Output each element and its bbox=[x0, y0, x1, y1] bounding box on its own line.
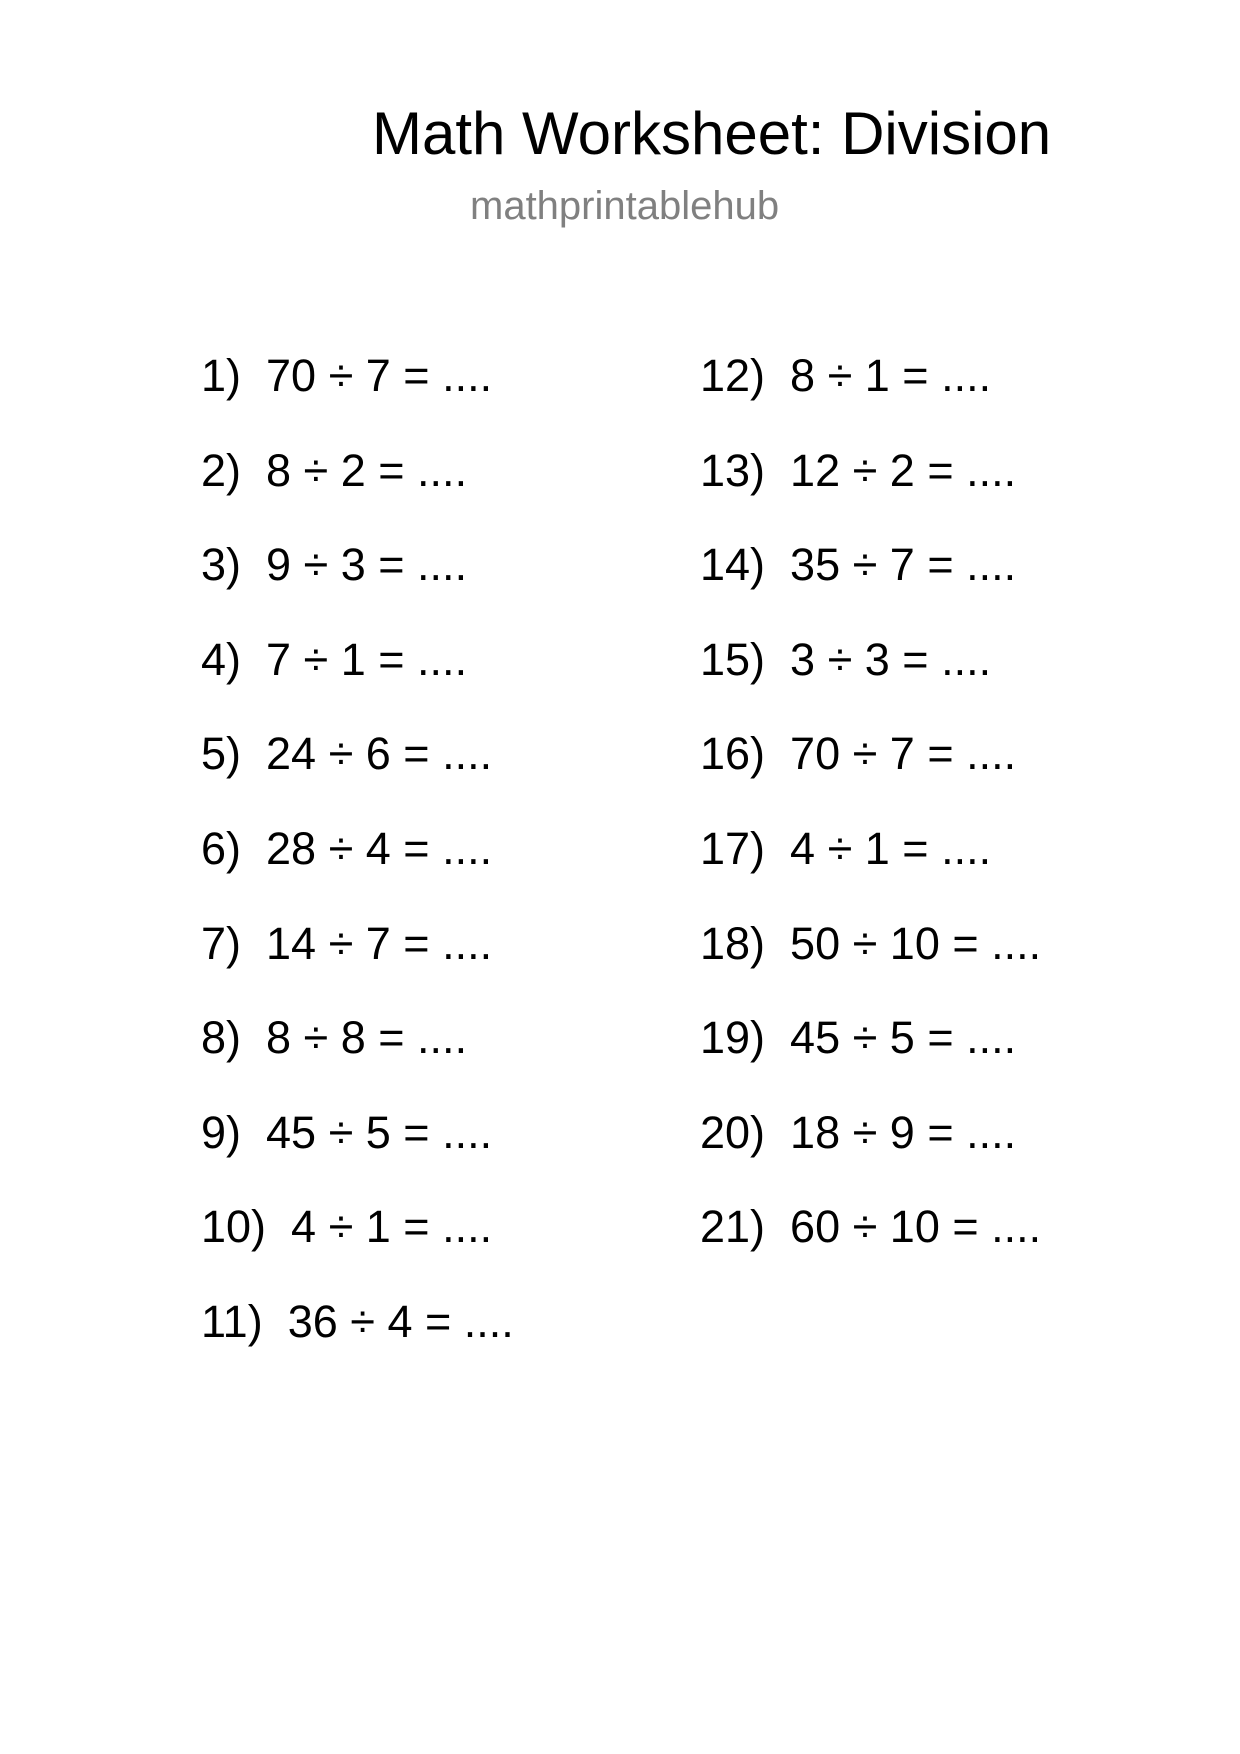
problem-item: 6) 28 ÷ 4 = .... bbox=[201, 823, 493, 874]
problem-item: 18) 50 ÷ 10 = .... bbox=[700, 917, 1042, 969]
problem-item: 17) 4 ÷ 1 = .... bbox=[700, 823, 992, 874]
problem-item: 4) 7 ÷ 1 = .... bbox=[201, 633, 468, 685]
problem-item: 20) 18 ÷ 9 = .... bbox=[700, 1106, 1017, 1158]
problem-item: 13) 12 ÷ 2 = .... bbox=[700, 444, 1017, 496]
problem-item: 8) 8 ÷ 8 = .... bbox=[201, 1012, 468, 1064]
problem-item: 19) 45 ÷ 5 = .... bbox=[700, 1012, 1017, 1064]
problem-item: 11) 36 ÷ 4 = .... bbox=[201, 1296, 514, 1347]
problem-item: 9) 45 ÷ 5 = .... bbox=[201, 1106, 493, 1158]
problem-item: 10) 4 ÷ 1 = .... bbox=[201, 1201, 493, 1253]
problem-item: 14) 35 ÷ 7 = .... bbox=[700, 539, 1017, 591]
problem-item: 3) 9 ÷ 3 = .... bbox=[201, 539, 468, 591]
problem-item: 7) 14 ÷ 7 = .... bbox=[201, 917, 493, 969]
page-title: Math Worksheet: Division bbox=[372, 100, 1052, 167]
problem-item: 21) 60 ÷ 10 = .... bbox=[700, 1201, 1042, 1253]
problem-item: 15) 3 ÷ 3 = .... bbox=[700, 633, 992, 685]
problem-item: 2) 8 ÷ 2 = .... bbox=[201, 444, 468, 496]
problem-item: 16) 70 ÷ 7 = .... bbox=[700, 728, 1017, 780]
problem-item: 12) 8 ÷ 1 = .... bbox=[700, 350, 992, 401]
site-name: mathprintablehub bbox=[470, 184, 780, 228]
problem-item: 5) 24 ÷ 6 = .... bbox=[201, 728, 493, 780]
problem-item: 1) 70 ÷ 7 = .... bbox=[201, 350, 493, 401]
